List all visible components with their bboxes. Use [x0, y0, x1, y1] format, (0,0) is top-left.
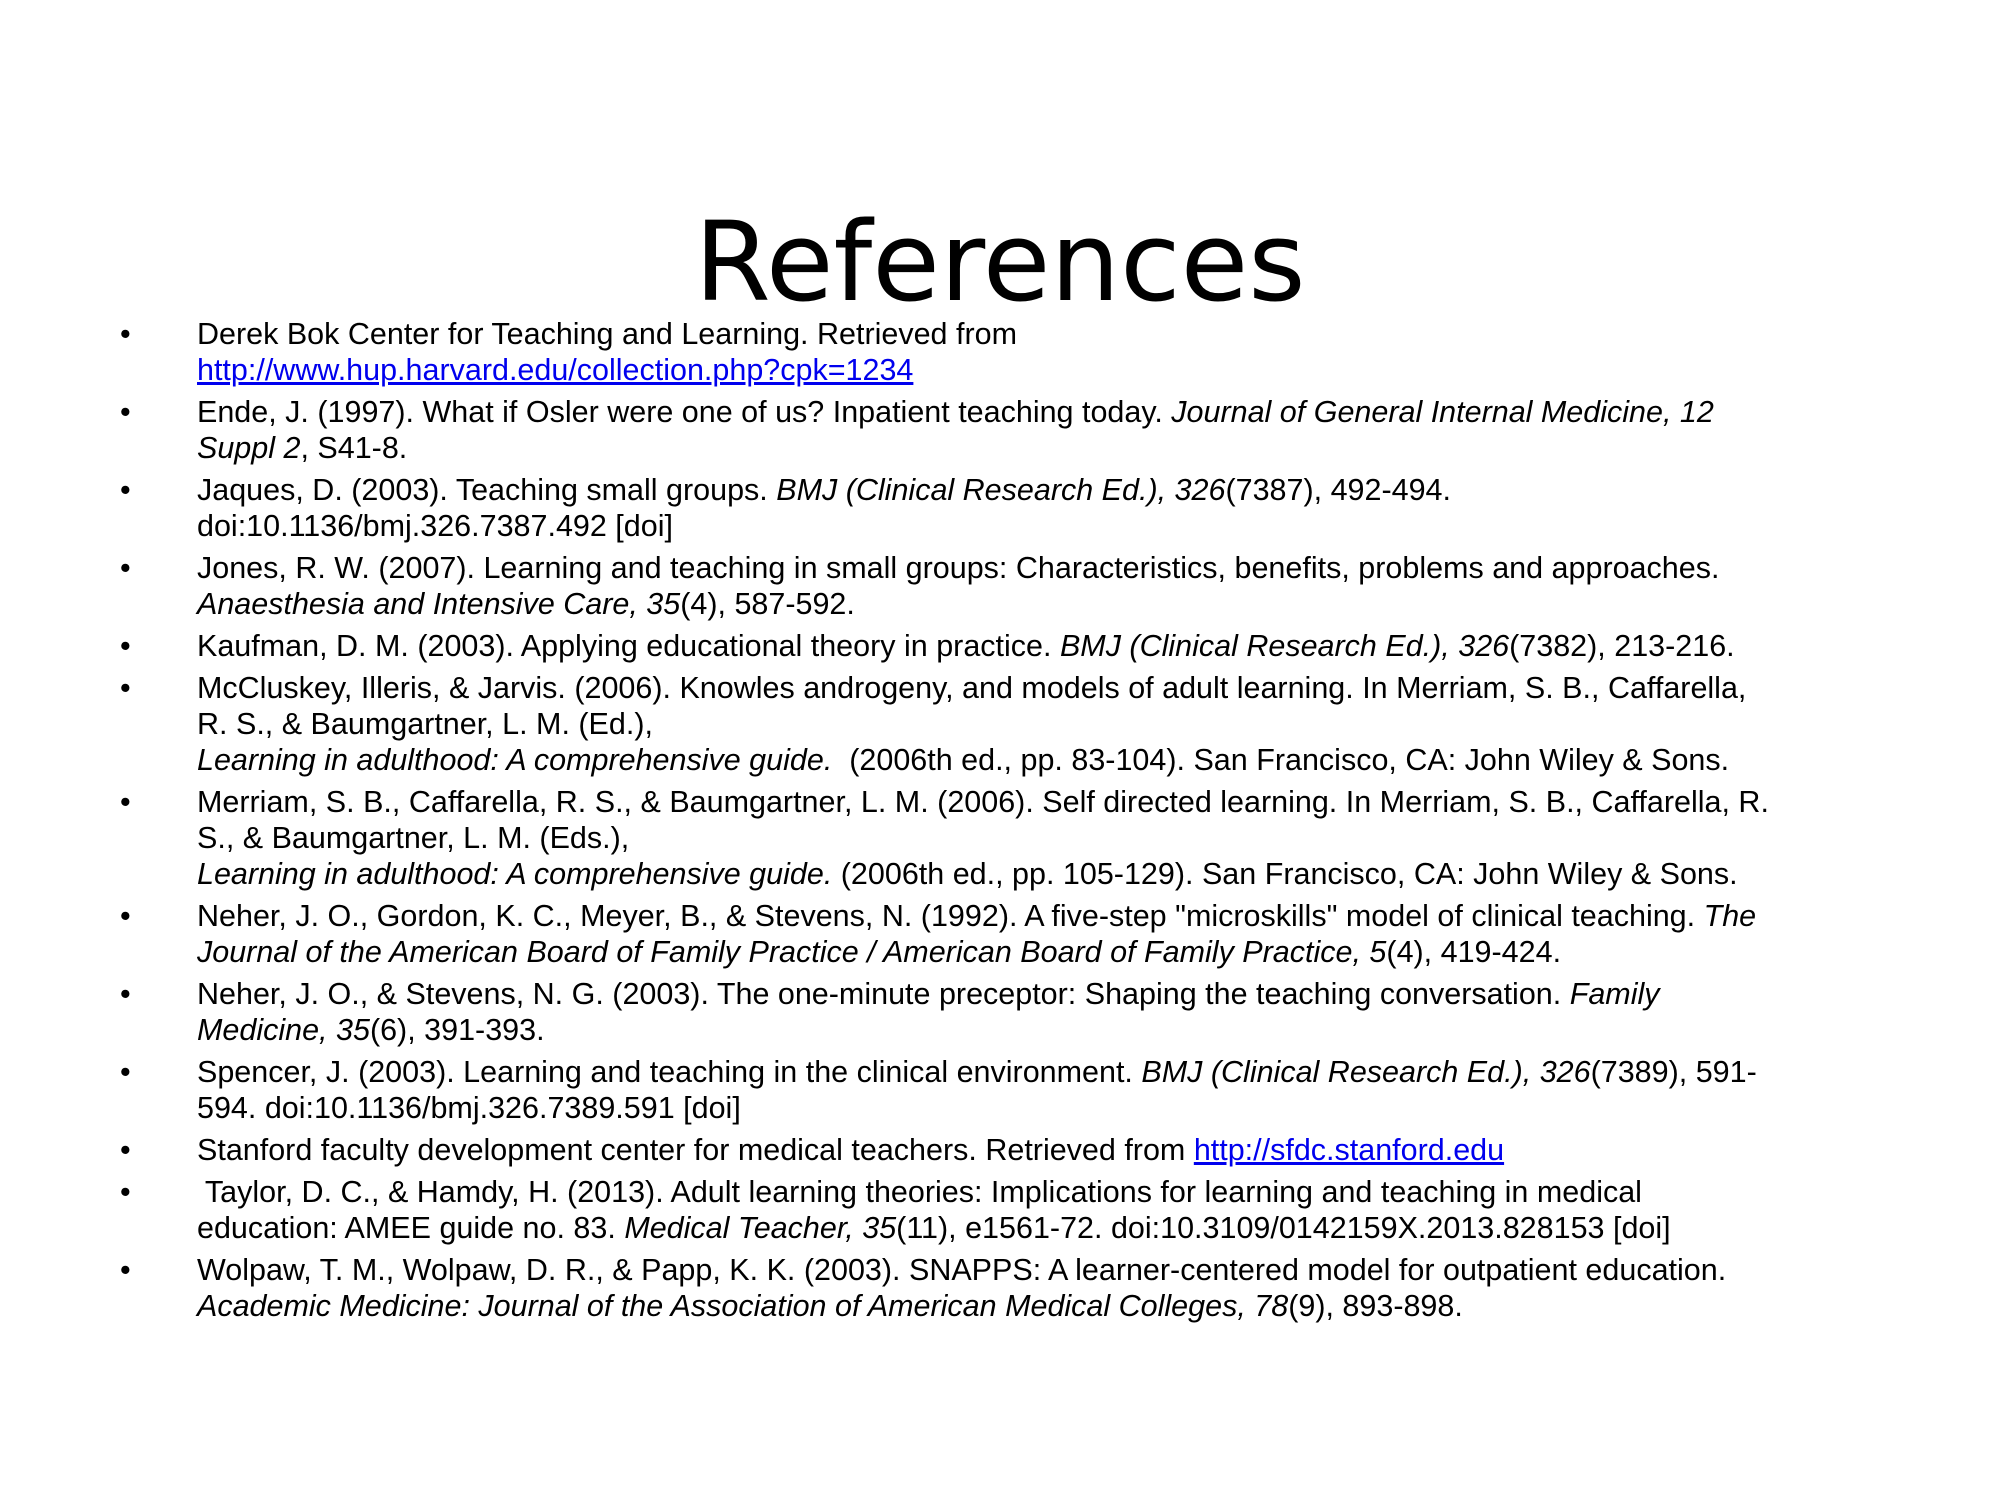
reference-source-italic: Academic Medicine: Journal of the Association of American Medical Colleges, 78: [197, 1289, 1289, 1323]
reference-line: [197, 1090, 1900, 1126]
reference-line: [197, 430, 1900, 466]
reference-line: [197, 898, 1900, 934]
reference-text: Stanford faculty development center for medical teachers. Retrieved from: [197, 1133, 1194, 1167]
reference-source-italic: BMJ (Clinical Research Ed.), 326: [776, 473, 1226, 507]
reference-line: [197, 856, 1900, 892]
reference-line: [197, 706, 1900, 742]
reference-source-italic: Medical Teacher, 35: [624, 1211, 897, 1245]
reference-item: [120, 1174, 1900, 1246]
reference-line: [197, 934, 1900, 970]
reference-line: [197, 976, 1900, 1012]
reference-line: [197, 472, 1900, 508]
reference-text: 594. doi:10.1136/bmj.326.7389.591 [doi]: [197, 1091, 741, 1125]
reference-item: [120, 784, 1900, 892]
reference-line: [197, 1252, 1900, 1288]
reference-item: [120, 898, 1900, 970]
reference-source-italic: Family: [1569, 977, 1660, 1011]
reference-line: [197, 1210, 1900, 1246]
reference-line: [197, 1054, 1900, 1090]
reference-source-italic: Medicine, 35: [197, 1013, 370, 1047]
reference-source-italic: Journal of General Internal Medicine, 12: [1171, 395, 1714, 429]
reference-item: [120, 1252, 1900, 1324]
reference-line: [197, 1174, 1900, 1210]
reference-source-italic: BMJ (Clinical Research Ed.), 326: [1141, 1055, 1591, 1089]
reference-text: (4), 419-424.: [1386, 935, 1562, 969]
reference-line: [197, 586, 1900, 622]
reference-item: [120, 628, 1900, 664]
reference-text: (6), 391-393.: [369, 1013, 545, 1047]
reference-line: [197, 394, 1900, 430]
reference-text: Derek Bok Center for Teaching and Learning. Retrieved from: [197, 317, 1017, 351]
reference-text: McCluskey, Illeris, & Jarvis. (2006). Knowles androgeny, and models of adult learning. In Merriam, S. B., Caffarella,: [197, 671, 1747, 705]
reference-text: (2006th ed., pp. 105-129). San Francisco, CA: John Wiley & Sons.: [832, 857, 1738, 891]
reference-line: [197, 628, 1900, 664]
reference-text: (11), e1561-72. doi:10.3109/0142159X.2013.828153 [doi]: [896, 1211, 1671, 1245]
reference-link[interactable]: http://sfdc.stanford.edu: [1193, 1133, 1505, 1167]
reference-line: [197, 352, 1900, 388]
reference-line: [197, 316, 1900, 352]
reference-item: [120, 550, 1900, 622]
reference-text: Jones, R. W. (2007). Learning and teaching in small groups: Characteristics, benefits, problems and approaches.: [197, 551, 1720, 585]
reference-text: (7382), 213-216.: [1509, 629, 1735, 663]
reference-text: , S41-8.: [300, 431, 408, 465]
reference-text: (4), 587-592.: [680, 587, 855, 621]
reference-source-italic: Learning in adulthood: A comprehensive guide.: [197, 857, 833, 891]
reference-item: [120, 976, 1900, 1048]
reference-text: doi:10.1136/bmj.326.7387.492 [doi]: [197, 509, 673, 543]
reference-line: [197, 1132, 1900, 1168]
reference-text: (7387), 492-494.: [1225, 473, 1451, 507]
reference-link[interactable]: http://www.hup.harvard.edu/collection.php?cpk=1234: [197, 353, 914, 387]
reference-text: Taylor, D. C., & Hamdy, H. (2013). Adult learning theories: Implications for learning and teaching in medical: [197, 1175, 1642, 1209]
reference-item: [120, 316, 1900, 388]
reference-item: [120, 472, 1900, 544]
reference-text: Wolpaw, T. M., Wolpaw, D. R., & Papp, K. K. (2003). SNAPPS: A learner-centered model for outpatient education.: [197, 1253, 1727, 1287]
reference-list: [120, 316, 1900, 1330]
reference-text: R. S., & Baumgartner, L. M. (Ed.),: [197, 707, 653, 741]
reference-text: S., & Baumgartner, L. M. (Eds.),: [197, 821, 630, 855]
reference-source-italic: Learning in adulthood: A comprehensive guide.: [197, 743, 833, 777]
reference-text: Ende, J. (1997). What if Osler were one of us? Inpatient teaching today.: [197, 395, 1172, 429]
reference-text: Jaques, D. (2003). Teaching small groups.: [197, 473, 777, 507]
reference-text: Merriam, S. B., Caffarella, R. S., & Baumgartner, L. M. (2006). Self directed learning. In Merriam, S. B., Caffarella, R.: [197, 785, 1769, 819]
reference-source-italic: Anaesthesia and Intensive Care, 35: [197, 587, 681, 621]
reference-source-italic: BMJ (Clinical Research Ed.), 326: [1059, 629, 1510, 663]
reference-item: [120, 1132, 1900, 1168]
reference-text: (2006th ed., pp. 83-104). San Francisco, CA: John Wiley & Sons.: [832, 743, 1730, 777]
reference-line: [197, 784, 1900, 820]
reference-item: [120, 1054, 1900, 1126]
reference-item: [120, 670, 1900, 778]
reference-line: [197, 1288, 1900, 1324]
reference-line: [197, 550, 1900, 586]
slide-title: References: [694, 197, 1306, 326]
reference-text: Neher, J. O., Gordon, K. C., Meyer, B., & Stevens, N. (1992). A five-step "microskills" model of clinical teaching.: [197, 899, 1704, 933]
reference-text: (7389), 591-: [1590, 1055, 1757, 1089]
reference-text: (9), 893-898.: [1288, 1289, 1463, 1323]
reference-line: [197, 508, 1900, 544]
reference-line: [197, 670, 1900, 706]
reference-item: [120, 394, 1900, 466]
reference-source-italic: The: [1703, 899, 1757, 933]
reference-text: Neher, J. O., & Stevens, N. G. (2003). The one-minute preceptor: Shaping the teaching conversation.: [197, 977, 1570, 1011]
reference-source-italic: Journal of the American Board of Family Practice / American Board of Family Practice, 5: [197, 935, 1387, 969]
reference-line: [197, 1012, 1900, 1048]
reference-line: [197, 742, 1900, 778]
reference-text: Spencer, J. (2003). Learning and teaching in the clinical environment.: [197, 1055, 1142, 1089]
reference-text: Kaufman, D. M. (2003). Applying educational theory in practice.: [197, 629, 1060, 663]
reference-line: [197, 820, 1900, 856]
reference-text: education: AMEE guide no. 83.: [197, 1211, 625, 1245]
reference-source-italic: Suppl 2: [197, 431, 301, 465]
